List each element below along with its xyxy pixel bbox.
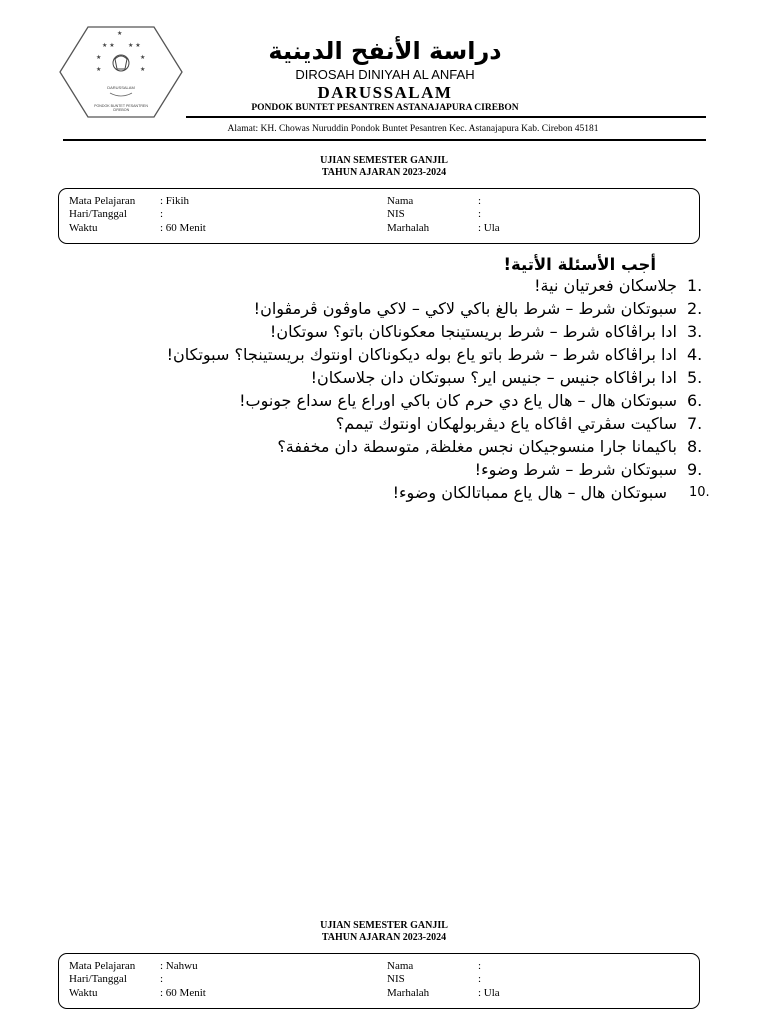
question-text: سبوتكان هال – هال ياع ممباتالكان وضوء!: [392, 483, 667, 502]
question-text: سبوتكان هال – هال ياع دي حرم كان باكي اوراع ياع سداع جونوب!: [239, 391, 677, 410]
svg-text:★: ★: [96, 66, 102, 73]
date-value: :: [160, 973, 164, 985]
name-label: Nama: [387, 960, 414, 972]
date-label: Hari/Tanggal: [69, 973, 127, 985]
question-number: 3.: [687, 322, 703, 341]
name-value: :: [478, 960, 482, 972]
date-value: :: [160, 208, 164, 220]
question-text: سبوتكان شرط – شرط بالغ باكي لاكي – لاكي ماوڤون ڤرمڤوان!: [253, 299, 677, 318]
student-info-box: [58, 953, 700, 1009]
student-info-box: [58, 188, 700, 244]
questions-heading: أجب الأسئلة الأتية!: [503, 255, 656, 274]
question-text: سبوتكان شرط – شرط وضوء!: [474, 460, 677, 479]
level-value: : Ula: [478, 222, 500, 234]
school-logo: [58, 25, 184, 119]
question-text: جلاسكان فعرتيان نية!: [534, 276, 677, 295]
level-label: Marhalah: [387, 222, 430, 234]
level-label: Marhalah: [387, 987, 430, 999]
question-text: ادا براڤاكاه جنيس – جنيس اير؟ سبوتكان دان جلاسكان!: [310, 368, 677, 387]
question-number: 9.: [687, 460, 703, 479]
question-text: ساكيت سڤرتي اڤاكاه ياع ديڤربولهكان اونتوك تيمم؟: [335, 414, 677, 433]
date-label: Hari/Tanggal: [69, 208, 127, 220]
question-number: 10.: [689, 485, 710, 500]
question-item: [30, 343, 735, 366]
name-label: Nama: [387, 195, 414, 207]
question-number: 5.: [687, 368, 703, 387]
question-item: [30, 435, 735, 458]
exam-year: TAHUN AJARAN 2023-2024: [321, 932, 447, 943]
question-number: 6.: [687, 391, 703, 410]
question-item: [30, 366, 735, 389]
header-divider: [186, 116, 706, 118]
logo-text-2: PONDOK BUNTET PESANTREN: [94, 104, 148, 108]
question-item: [30, 274, 735, 297]
question-text: باكيمانا جارا منسوجيكان نجس مغلظة, متوسطة دان مخففة؟: [277, 437, 677, 456]
time-value: : 60 Menit: [160, 222, 206, 234]
latin-institution-title: DIROSAH DINIYAH AL ANFAH: [295, 67, 475, 82]
time-value: : 60 Menit: [160, 987, 206, 999]
question-number: 2.: [687, 299, 703, 318]
question-number: 1.: [687, 276, 703, 295]
question-item: [30, 320, 735, 343]
arabic-institution-title: دراسة الأنفح الدينية: [268, 37, 502, 65]
svg-text:★: ★: [140, 54, 146, 61]
question-text: ادا براڤاكاه شرط – شرط بريستينجا معكوناكان باتو؟ سوتكان!: [269, 322, 677, 341]
nis-value: :: [478, 208, 482, 220]
exam-year: TAHUN AJARAN 2023-2024: [321, 167, 447, 178]
level-value: : Ula: [478, 987, 500, 999]
institution-subtitle: DARUSSALAM: [317, 83, 453, 102]
svg-text:★ ★: ★ ★: [128, 42, 141, 49]
subject-label: Mata Pelajaran: [69, 960, 136, 972]
question-item: [30, 297, 735, 320]
subject-value: : Fikih: [160, 195, 190, 207]
question-number: 7.: [687, 414, 703, 433]
nis-label: NIS: [387, 973, 405, 985]
time-label: Waktu: [69, 222, 98, 234]
svg-text:★: ★: [117, 30, 123, 37]
svg-text:★: ★: [140, 66, 146, 73]
question-list: [30, 274, 735, 504]
subject-value: : Nahwu: [160, 960, 198, 972]
nis-value: :: [478, 973, 482, 985]
question-number: 4.: [687, 345, 703, 364]
question-text: ادا براڤاكاه شرط – شرط باتو ياع بوله ديكوناكان اونتوك بريستينجا؟ سبوتكان!: [166, 345, 677, 364]
question-item: [30, 458, 735, 481]
svg-text:★ ★: ★ ★: [102, 42, 115, 49]
svg-text:★: ★: [96, 54, 102, 61]
pondok-name: PONDOK BUNTET PESANTREN ASTANAJAPURA CIREBON: [251, 103, 519, 113]
question-item: [30, 389, 735, 412]
question-number: 8.: [687, 437, 703, 456]
exam-title: UJIAN SEMESTER GANJIL: [320, 920, 448, 931]
name-value: :: [478, 195, 482, 207]
question-item: [30, 412, 735, 435]
subject-label: Mata Pelajaran: [69, 195, 136, 207]
logo-text-3: CIREBON: [112, 108, 130, 112]
question-item: [30, 481, 735, 504]
exam-title: UJIAN SEMESTER GANJIL: [320, 155, 448, 166]
header-divider-bottom: [63, 139, 706, 141]
nis-label: NIS: [387, 208, 405, 220]
address-line: Alamat: KH. Chowas Nuruddin Pondok Buntet Pesantren Kec. Astanajapura Kab. Cirebon 45181: [227, 124, 599, 134]
time-label: Waktu: [69, 987, 98, 999]
logo-text-1: DARUSSALAM: [107, 85, 135, 90]
